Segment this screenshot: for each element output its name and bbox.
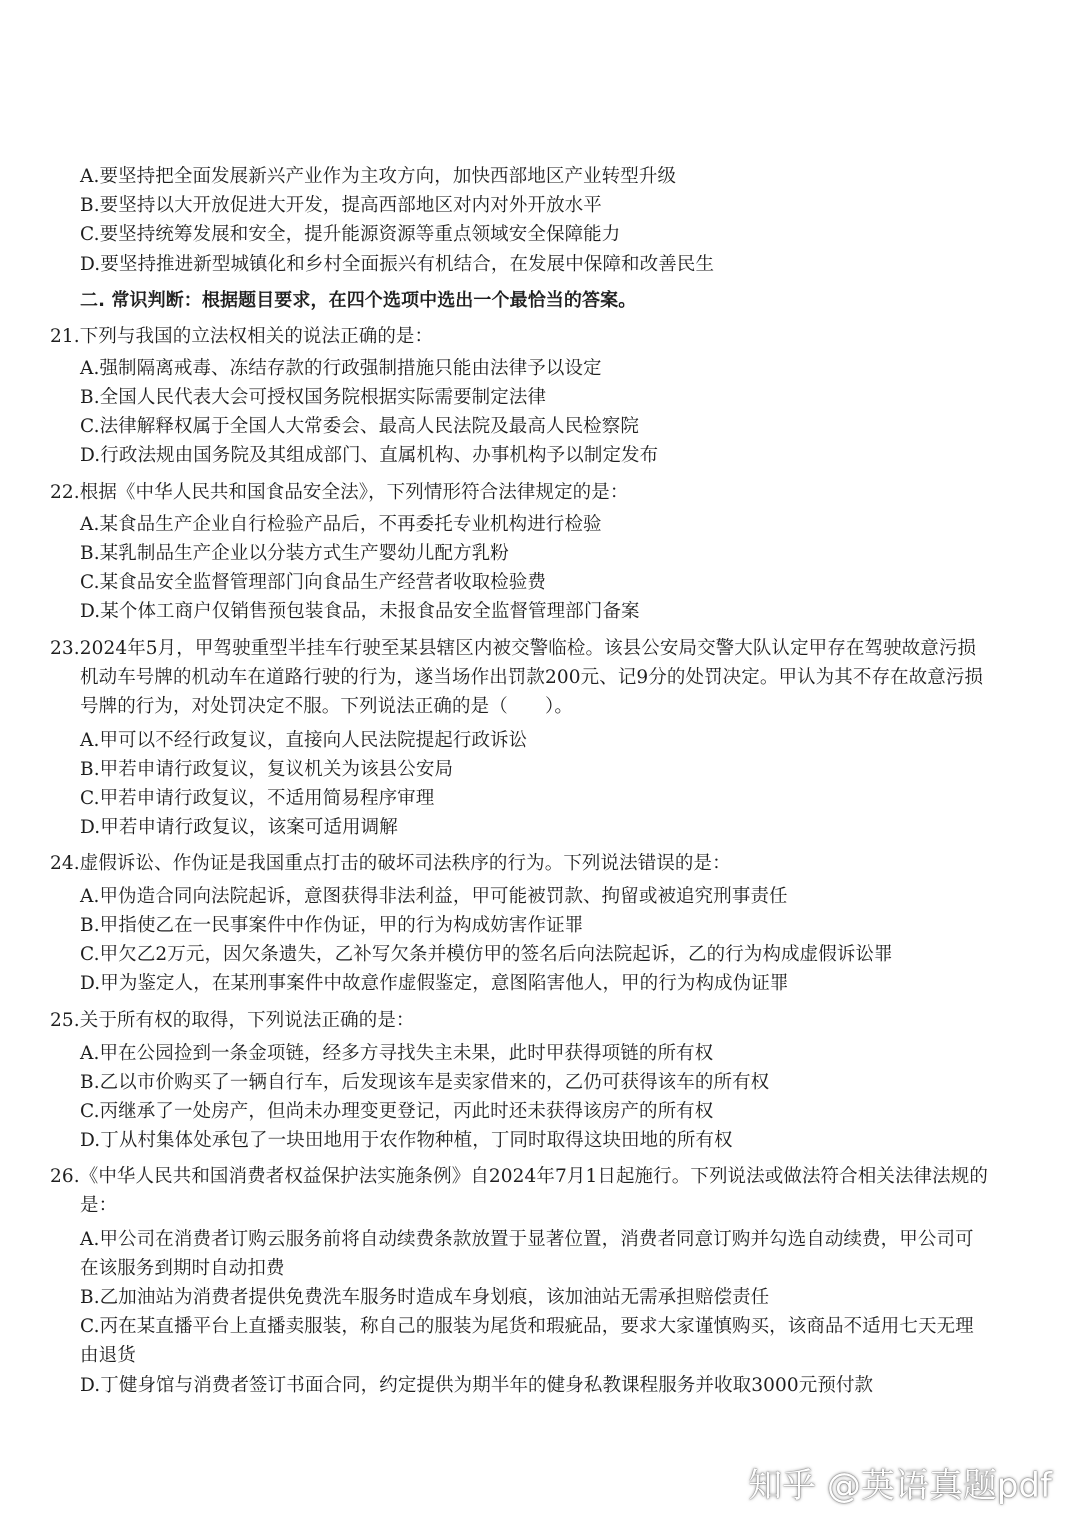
q21-option-d: D.行政法规由国务院及其组成部门、直属机构、办事机构予以制定发布 [80,445,659,466]
zhihu-watermark: 知乎 @英语真题pdf [748,1466,1052,1506]
q25-stem: 25.关于所有权的取得，下列说法正确的是： [50,1010,415,1031]
q24-stem: 24.虚假诉讼、作伪证是我国重点打击的破坏司法秩序的行为。下列说法错误的是： [50,853,731,874]
q25-option-c: C.丙继承了一处房产，但尚未办理变更登记，丙此时还未获得该房产的所有权 [80,1101,714,1122]
q22-option-a: A.某食品生产企业自行检验产品后，不再委托专业机构进行检验 [80,514,602,535]
q24-option-a: A.甲伪造合同向法院起诉，意图获得非法利益，甲可能被罚款、拘留或被追究刑事责任 [80,886,788,907]
q23-stem-line-3: 号牌的行为，对处罚决定不服。下列说法正确的是（ ）。 [80,696,573,717]
q26-option-a-line-1: A.甲公司在消费者订购云服务前将自动续费条款放置于显著位置，消费者同意订购并勾选自动续费，甲公司可 [80,1229,974,1250]
q23-option-a: A.甲可以不经行政复议，直接向人民法院提起行政诉讼 [80,730,528,751]
prev-option-d: D.要坚持推进新型城镇化和乡村全面振兴有机结合，在发展中保障和改善民生 [80,254,715,275]
q22-option-d: D.某个体工商户仅销售预包装食品，未报食品安全监督管理部门备案 [80,601,640,622]
q25-option-d: D.丁从村集体处承包了一块田地用于农作物种植，丁同时取得这块田地的所有权 [80,1130,733,1151]
q26-option-c-line-1: C.丙在某直播平台上直播卖服装，称自己的服装为尾货和瑕疵品，要求大家谨慎购买，该商品不适用七天无理 [80,1316,974,1337]
q25-option-b: B.乙以市价购买了一辆自行车，后发现该车是卖家借来的，乙仍可获得该车的所有权 [80,1072,770,1093]
q26-option-c-line-2: 由退货 [80,1345,136,1366]
q26-stem-line-2: 是： [80,1195,118,1216]
q23-stem-line-2: 机动车号牌的机动车在道路行驶的行为，遂当场作出罚款200元、记9分的处罚决定。甲认为其不存在故意污损 [80,667,984,688]
q23-stem-line-1: 23.2024年5月，甲驾驶重型半挂车行驶至某县辖区内被交警临检。该县公安局交警大队认定甲存在驾驶故意污损 [50,638,977,659]
q26-option-a-line-2: 在该服务到期时自动扣费 [80,1258,285,1279]
q22-stem: 22.根据《中华人民共和国食品安全法》，下列情形符合法律规定的是： [50,482,629,503]
q21-stem: 21.下列与我国的立法权相关的说法正确的是： [50,326,434,347]
prev-option-b: B.要坚持以大开放促进大开发，提高西部地区对内对外开放水平 [80,195,602,216]
q26-option-b: B.乙加油站为消费者提供免费洗车服务时造成车身划痕，该加油站无需承担赔偿责任 [80,1287,770,1308]
q23-option-d: D.甲若申请行政复议，该案可适用调解 [80,817,398,838]
q21-option-a: A.强制隔离戒毒、冻结存款的行政强制措施只能由法律予以设定 [80,358,602,379]
q21-option-c: C.法律解释权属于全国人大常委会、最高人民法院及最高人民检察院 [80,416,639,437]
q24-option-c: C.甲欠乙2万元，因欠条遗失，乙补写欠条并模仿甲的签名后向法院起诉，乙的行为构成虚假诉讼罪 [80,944,893,965]
q23-option-c: C.甲若申请行政复议，不适用简易程序审理 [80,788,435,809]
q24-option-d: D.甲为鉴定人，在某刑事案件中故意作虚假鉴定，意图陷害他人，甲的行为构成伪证罪 [80,973,789,994]
q24-option-b: B.甲指使乙在一民事案件中作伪证，甲的行为构成妨害作证罪 [80,915,584,936]
q22-option-b: B.某乳制品生产企业以分装方式生产婴幼儿配方乳粉 [80,543,509,564]
section-title: 二. 常识判断：根据题目要求，在四个选项中选出一个最恰当的答案。 [80,290,637,311]
q26-stem-line-1: 26.《中华人民共和国消费者权益保护法实施条例》自2024年7月1日起施行。下列说法或做法符合相关法律法规的 [50,1166,988,1187]
prev-option-a: A.要坚持把全面发展新兴产业作为主攻方向，加快西部地区产业转型升级 [80,166,677,187]
prev-option-c: C.要坚持统筹发展和安全，提升能源资源等重点领域安全保障能力 [80,224,621,245]
q21-option-b: B.全国人民代表大会可授权国务院根据实际需要制定法律 [80,387,547,408]
q26-option-d: D.丁健身馆与消费者签订书面合同，约定提供为期半年的健身私教课程服务并收取3000元预付款 [80,1375,874,1396]
q23-option-b: B.甲若申请行政复议，复议机关为该县公安局 [80,759,454,780]
q25-option-a: A.甲在公园捡到一条金项链，经多方寻找失主未果，此时甲获得项链的所有权 [80,1043,714,1064]
q22-option-c: C.某食品安全监督管理部门向食品生产经营者收取检验费 [80,572,546,593]
